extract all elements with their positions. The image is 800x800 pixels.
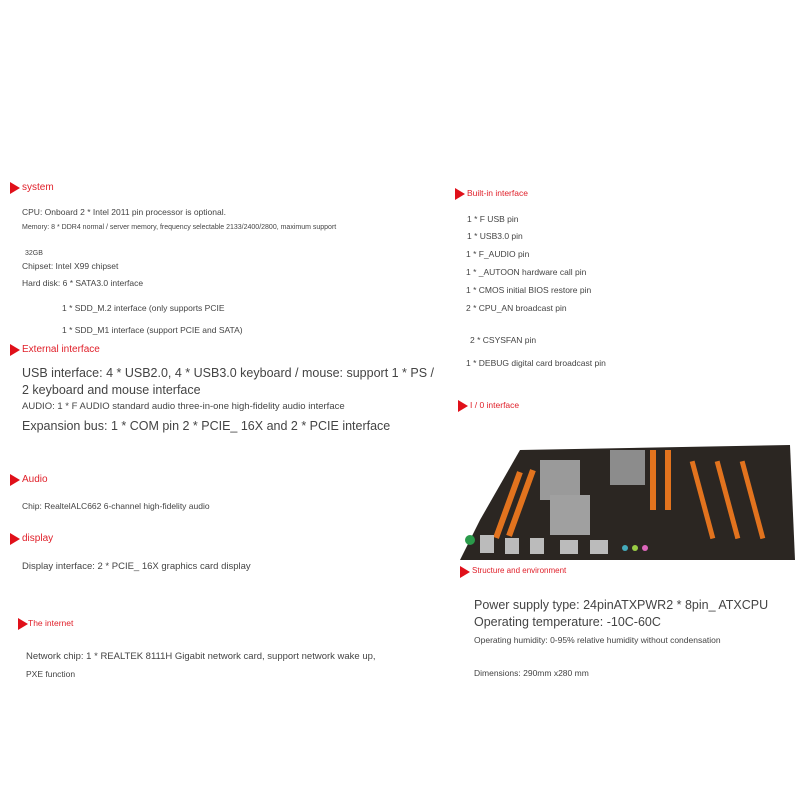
section-display-heading: display (10, 533, 53, 544)
section-internet-heading: The internet (18, 618, 73, 628)
spec-expansion: Expansion bus: 1 * COM pin 2 * PCIE_ 16X and 2 * PCIE interface (22, 419, 391, 433)
spec-usb: USB interface: 4 * USB2.0, 4 * USB3.0 keyboard / mouse: support 1 * PS / (22, 366, 435, 380)
spec-audio-chip: Chip: RealtelALC662 6-channel high-fidelity audio (22, 501, 210, 511)
builtin-item: 2 * CPU_AN broadcast pin (466, 303, 567, 313)
section-io-heading: I / 0 interface (458, 400, 519, 410)
spec-display: Display interface: 2 * PCIE_ 16X graphics card display (22, 561, 251, 572)
builtin-item: 2 * CSYSFAN pin (470, 335, 537, 345)
spec-humidity: Operating humidity: 0-95% relative humidity without condensation (474, 635, 721, 645)
builtin-item: 1 * USB3.0 pin (467, 231, 523, 241)
spec-memory-max: 32GB (25, 250, 43, 257)
spec-pxe: PXE function (26, 669, 76, 679)
motherboard-image (460, 440, 795, 565)
spec-temperature: Operating temperature: -10C-60C (474, 615, 661, 629)
spec-m1: 1 * SDD_M1 interface (support PCIE and SATA) (62, 325, 243, 335)
spec-memory: Memory: 8 * DDR4 normal / server memory, frequency selectable 2133/2400/2800, maximum support (22, 224, 337, 231)
builtin-item: 1 * F_AUDIO pin (466, 249, 530, 259)
section-builtin-heading: Built-in interface (455, 188, 528, 198)
section-audio-heading: Audio (10, 474, 48, 485)
spec-usb-cont: 2 keyboard and mouse interface (22, 383, 201, 397)
spec-dimensions: Dimensions: 290mm x280 mm (474, 668, 589, 678)
spec-audio-port: AUDIO: 1 * F AUDIO standard audio three-in-one high-fidelity audio interface (22, 401, 345, 412)
spec-network: Network chip: 1 * REALTEK 8111H Gigabit network card, support network wake up, (26, 651, 376, 662)
section-external-heading: External interface (10, 344, 100, 355)
spec-chipset: Chipset: Intel X99 chipset (22, 261, 119, 271)
spec-hard-disk: Hard disk: 6 * SATA3.0 interface (22, 278, 144, 288)
builtin-item: 1 * _AUTOON hardware call pin (466, 267, 587, 277)
builtin-item: 1 * CMOS initial BIOS restore pin (466, 285, 592, 295)
section-system-heading: system (10, 182, 54, 193)
builtin-item: 1 * DEBUG digital card broadcast pin (466, 358, 606, 368)
builtin-item: 1 * F USB pin (467, 214, 519, 224)
spec-power: Power supply type: 24pinATXPWR2 * 8pin_ ATXCPU (474, 598, 769, 612)
section-structure-heading: Structure and environment (460, 566, 566, 575)
spec-cpu: CPU: Onboard 2 * Intel 2011 pin processor is optional. (22, 207, 226, 217)
spec-m2: 1 * SDD_M.2 interface (only supports PCIE (62, 303, 225, 313)
